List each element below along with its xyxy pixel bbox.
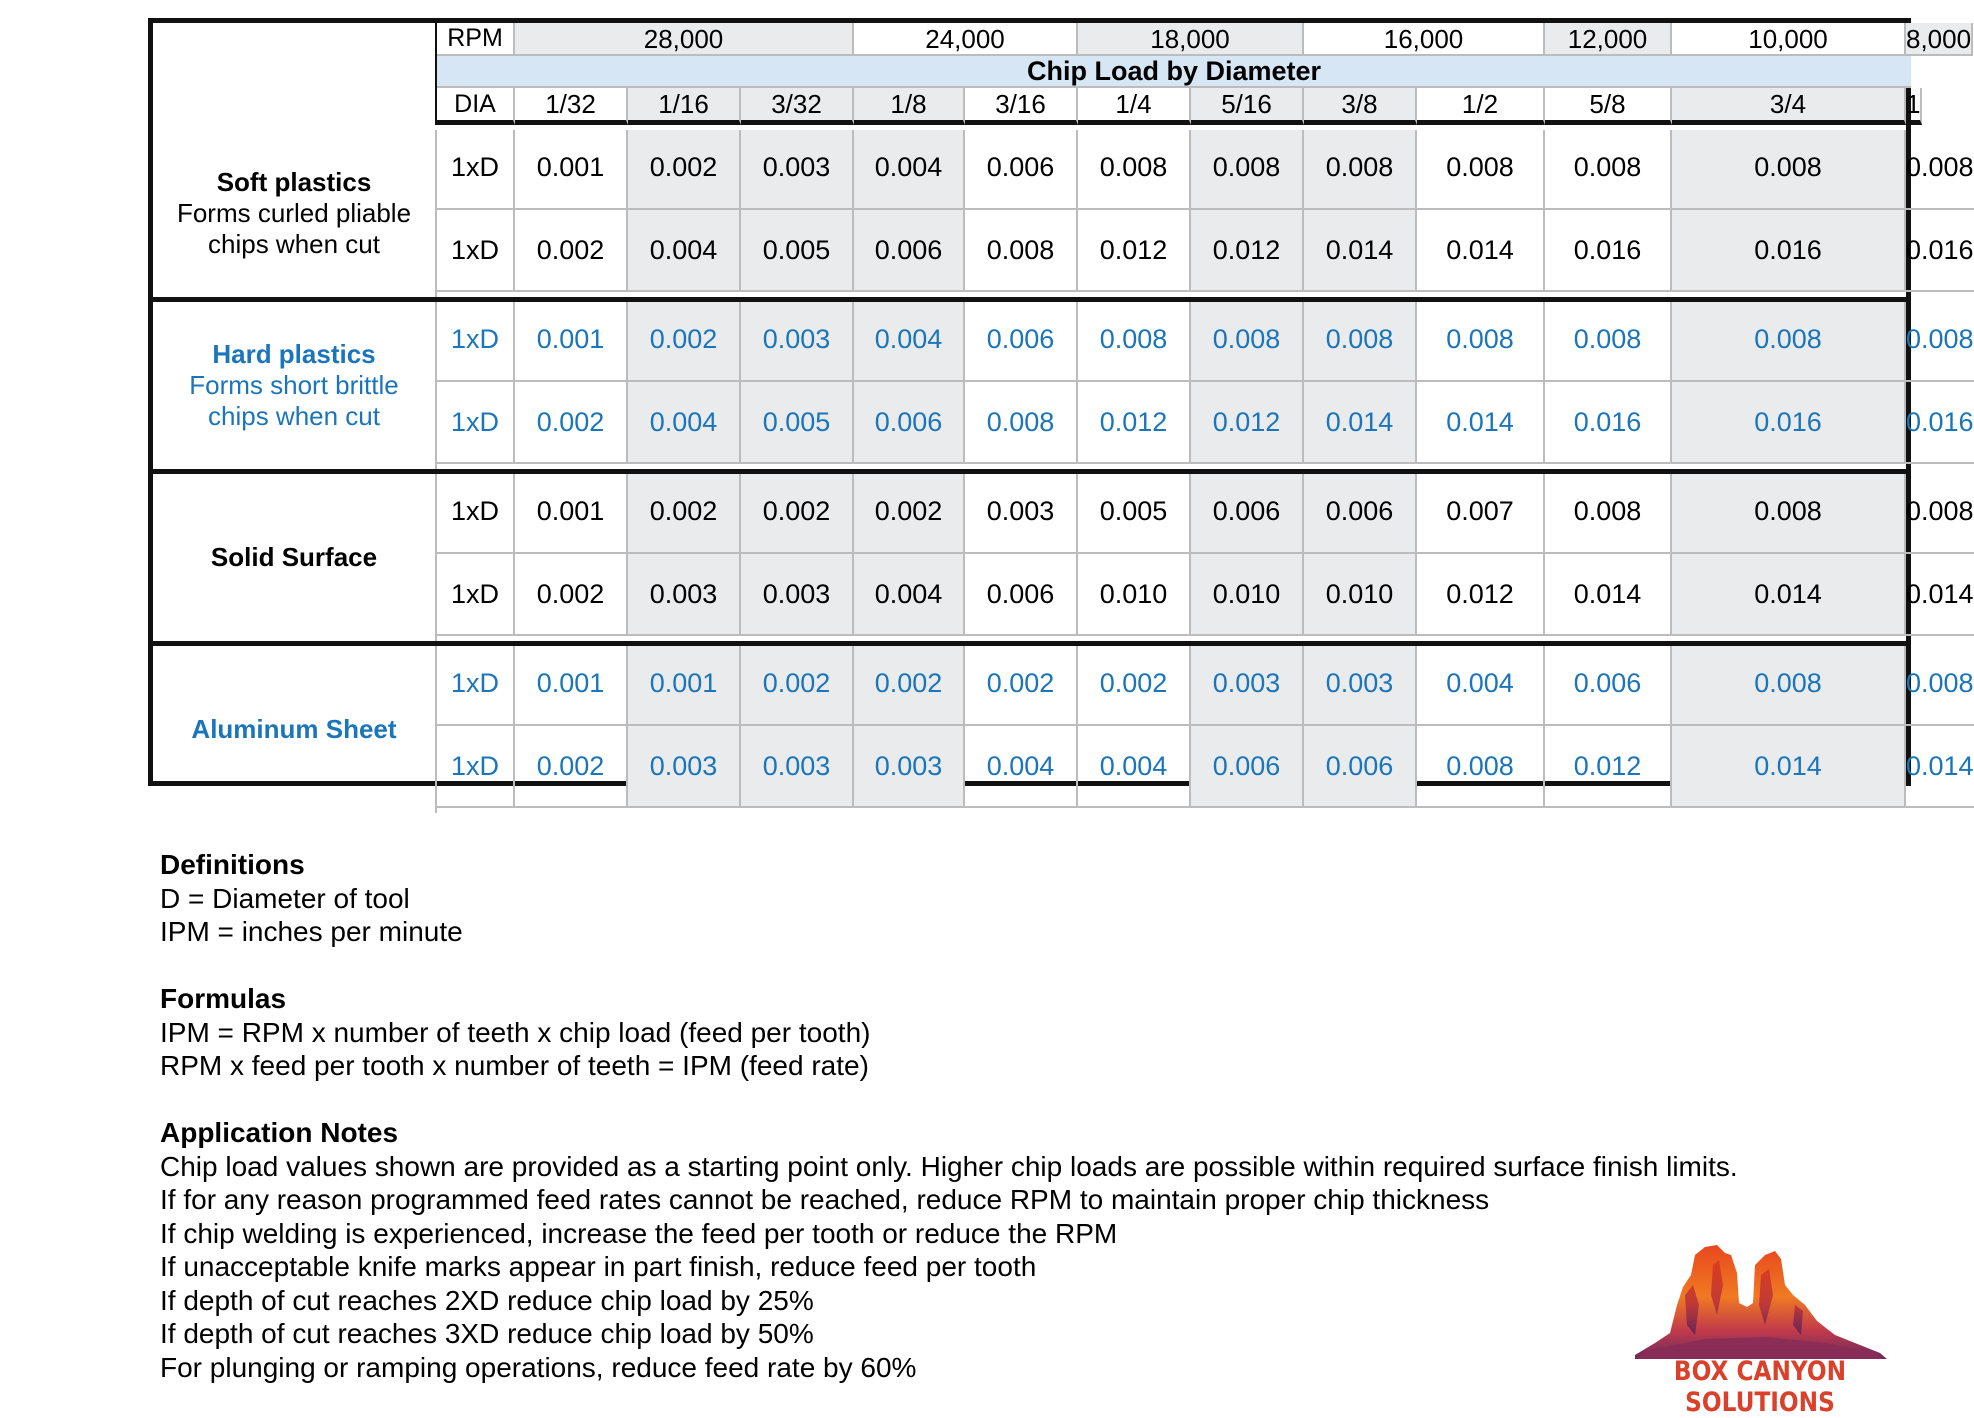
chip-load-value: 0.016 bbox=[1545, 382, 1672, 464]
chip-load-value: 0.008 bbox=[1672, 302, 1906, 382]
diameter-header: 1/4 bbox=[1078, 88, 1191, 125]
rpm-group-2: 18,000 bbox=[1078, 23, 1304, 56]
chip-load-value: 0.005 bbox=[741, 382, 854, 464]
rpm-group-3: 16,000 bbox=[1304, 23, 1545, 56]
chip-load-value: 0.014 bbox=[1672, 726, 1906, 808]
material-subtitle: Forms short brittle bbox=[189, 370, 399, 400]
chip-load-value: 0.006 bbox=[965, 130, 1078, 210]
rpm-group-4: 12,000 bbox=[1545, 23, 1672, 56]
application-note: For plunging or ramping operations, reduce feed rate by 60% bbox=[160, 1351, 917, 1383]
rpm-label: RPM bbox=[437, 23, 515, 56]
chip-load-value: 0.010 bbox=[1304, 554, 1417, 636]
chip-load-value: 0.002 bbox=[854, 474, 965, 554]
formulas-heading: Formulas bbox=[160, 983, 287, 1014]
diameter-header: 5/8 bbox=[1545, 88, 1672, 125]
application-notes-heading: Application Notes bbox=[160, 1117, 399, 1148]
definition-line: IPM = inches per minute bbox=[160, 916, 463, 947]
chip-load-value: 0.012 bbox=[1417, 554, 1545, 636]
diameter-header: 1/8 bbox=[854, 88, 965, 125]
chip-load-value: 0.012 bbox=[1191, 210, 1304, 292]
chip-load-value: 0.006 bbox=[965, 554, 1078, 636]
chip-load-value: 0.008 bbox=[1545, 474, 1672, 554]
chip-load-value: 0.006 bbox=[1545, 646, 1672, 726]
chip-load-value: 0.008 bbox=[1417, 130, 1545, 210]
chip-load-value: 0.006 bbox=[1304, 726, 1417, 808]
chip-load-value: 0.004 bbox=[628, 210, 741, 292]
chip-load-value: 0.016 bbox=[1906, 210, 1974, 292]
chip-load-value: 0.006 bbox=[854, 382, 965, 464]
chip-load-value: 0.002 bbox=[741, 474, 854, 554]
chip-load-value: 0.004 bbox=[628, 382, 741, 464]
material-subtitle: Forms curled pliable bbox=[176, 198, 412, 228]
chip-load-value: 0.006 bbox=[854, 210, 965, 292]
rpm-group-0: 28,000 bbox=[515, 23, 854, 56]
depth-cell: 1xD bbox=[437, 474, 515, 554]
material-label bbox=[153, 646, 437, 813]
chip-load-value: 0.008 bbox=[1078, 130, 1191, 210]
chip-load-band-title: Chip Load by Diameter bbox=[437, 56, 1911, 88]
chip-load-value: 0.008 bbox=[1078, 302, 1191, 382]
diameter-header: 3/16 bbox=[965, 88, 1078, 125]
company-name: BOX CANYON SOLUTIONS bbox=[1673, 1356, 1847, 1418]
chip-load-value: 0.016 bbox=[1672, 210, 1906, 292]
chip-load-value: 0.008 bbox=[1191, 302, 1304, 382]
chip-load-value: 0.002 bbox=[1078, 646, 1191, 726]
chip-load-value: 0.012 bbox=[1545, 726, 1672, 808]
material-title: Soft plastics bbox=[216, 167, 372, 197]
chip-load-value: 0.014 bbox=[1417, 382, 1545, 464]
chip-load-value: 0.003 bbox=[741, 726, 854, 808]
diameter-header: 3/4 bbox=[1672, 88, 1906, 125]
chip-load-value: 0.008 bbox=[1191, 130, 1304, 210]
chip-load-value: 0.002 bbox=[854, 646, 965, 726]
chip-load-value: 0.002 bbox=[515, 382, 628, 464]
diameter-header: 3/32 bbox=[741, 88, 854, 125]
chip-load-value: 0.002 bbox=[515, 726, 628, 808]
chip-load-value: 0.004 bbox=[854, 302, 965, 382]
application-note: If chip welding is experienced, increase the feed per tooth or reduce the RPM bbox=[160, 1217, 1118, 1249]
chip-load-value: 0.003 bbox=[741, 130, 854, 210]
material-title: Solid Surface bbox=[210, 542, 378, 572]
depth-cell: 1xD bbox=[437, 646, 515, 726]
chip-load-value: 0.003 bbox=[741, 554, 854, 636]
chip-load-value: 0.014 bbox=[1545, 554, 1672, 636]
chip-load-value: 0.001 bbox=[515, 130, 628, 210]
material-label bbox=[153, 130, 437, 297]
chip-load-value: 0.003 bbox=[628, 726, 741, 808]
chip-load-value: 0.008 bbox=[965, 210, 1078, 292]
header-blank bbox=[153, 23, 437, 125]
chip-load-value: 0.002 bbox=[965, 646, 1078, 726]
chip-load-value: 0.008 bbox=[1304, 302, 1417, 382]
chip-load-value: 0.003 bbox=[854, 726, 965, 808]
chip-load-value: 0.008 bbox=[1906, 474, 1974, 554]
chip-load-value: 0.004 bbox=[854, 130, 965, 210]
rpm-group-5: 10,000 bbox=[1672, 23, 1906, 56]
material-label bbox=[153, 302, 437, 469]
chip-load-value: 0.005 bbox=[1078, 474, 1191, 554]
chip-load-value: 0.008 bbox=[965, 382, 1078, 464]
chip-load-value: 0.006 bbox=[965, 302, 1078, 382]
chip-load-value: 0.003 bbox=[1304, 646, 1417, 726]
application-note: Chip load values shown are provided as a starting point only. Higher chip loads are possible within required surface finish limits. bbox=[160, 1150, 1738, 1182]
chip-load-value: 0.001 bbox=[515, 474, 628, 554]
chip-load-value: 0.001 bbox=[515, 646, 628, 726]
chip-load-value: 0.004 bbox=[854, 554, 965, 636]
chip-load-value: 0.002 bbox=[515, 210, 628, 292]
chip-load-value: 0.012 bbox=[1078, 382, 1191, 464]
material-title: Aluminum Sheet bbox=[191, 714, 397, 744]
chip-load-value: 0.004 bbox=[1078, 726, 1191, 808]
notes-section bbox=[160, 848, 1740, 1384]
chip-load-value: 0.005 bbox=[741, 210, 854, 292]
chip-load-value: 0.010 bbox=[1078, 554, 1191, 636]
depth-cell: 1xD bbox=[437, 554, 515, 636]
chip-load-value: 0.010 bbox=[1191, 554, 1304, 636]
chip-load-value: 0.014 bbox=[1906, 554, 1974, 636]
chip-load-value: 0.008 bbox=[1545, 302, 1672, 382]
material-subtitle: chips when cut bbox=[208, 401, 380, 431]
application-note: If depth of cut reaches 2XD reduce chip load by 25% bbox=[160, 1284, 814, 1316]
application-note: If unacceptable knife marks appear in part finish, reduce feed per tooth bbox=[160, 1251, 1037, 1282]
chip-load-value: 0.008 bbox=[1906, 646, 1974, 726]
chip-load-value: 0.008 bbox=[1304, 130, 1417, 210]
depth-cell: 1xD bbox=[437, 130, 515, 210]
chip-load-value: 0.002 bbox=[628, 302, 741, 382]
depth-cell: 1xD bbox=[437, 726, 515, 808]
chip-load-value: 0.004 bbox=[1417, 646, 1545, 726]
chip-load-value: 0.002 bbox=[741, 646, 854, 726]
chip-load-value: 0.014 bbox=[1304, 210, 1417, 292]
chip-load-value: 0.002 bbox=[628, 130, 741, 210]
chip-load-value: 0.008 bbox=[1672, 130, 1906, 210]
chip-load-value: 0.008 bbox=[1906, 302, 1974, 382]
depth-cell: 1xD bbox=[437, 210, 515, 292]
chip-load-value: 0.012 bbox=[1078, 210, 1191, 292]
definition-line: D = Diameter of tool bbox=[160, 882, 410, 914]
diameter-header: 1/16 bbox=[628, 88, 741, 125]
diameter-header: 3/8 bbox=[1304, 88, 1417, 125]
chip-load-value: 0.016 bbox=[1545, 210, 1672, 292]
definitions-heading: Definitions bbox=[160, 849, 305, 880]
material-subtitle: chips when cut bbox=[208, 229, 380, 259]
rpm-group-1: 24,000 bbox=[854, 23, 1078, 56]
material-title: Hard plastics bbox=[212, 339, 376, 369]
chip-load-value: 0.001 bbox=[515, 302, 628, 382]
diameter-header: 1/2 bbox=[1417, 88, 1545, 125]
chip-load-value: 0.008 bbox=[1545, 130, 1672, 210]
depth-cell: 1xD bbox=[437, 382, 515, 464]
chip-load-value: 0.016 bbox=[1672, 382, 1906, 464]
chip-load-value: 0.006 bbox=[1191, 474, 1304, 554]
chip-load-value: 0.004 bbox=[965, 726, 1078, 808]
chip-load-table bbox=[148, 18, 1974, 786]
chip-load-value: 0.008 bbox=[1672, 474, 1906, 554]
chip-load-value: 0.006 bbox=[1304, 474, 1417, 554]
chip-load-value: 0.014 bbox=[1672, 554, 1906, 636]
depth-cell: 1xD bbox=[437, 302, 515, 382]
chip-load-value: 0.003 bbox=[1191, 646, 1304, 726]
rpm-group-6: 8,000 bbox=[1906, 23, 1973, 56]
chip-load-value: 0.016 bbox=[1906, 382, 1974, 464]
diameter-header: 5/16 bbox=[1191, 88, 1304, 125]
chip-load-value: 0.007 bbox=[1417, 474, 1545, 554]
application-note: If for any reason programmed feed rates cannot be reached, reduce RPM to maintain proper chip thickness bbox=[160, 1184, 1490, 1215]
chip-load-value: 0.008 bbox=[1417, 302, 1545, 382]
chip-load-value: 0.014 bbox=[1417, 210, 1545, 292]
chip-load-value: 0.003 bbox=[965, 474, 1078, 554]
formula-line: RPM x feed per tooth x number of teeth = IPM (feed rate) bbox=[160, 1050, 869, 1081]
material-label bbox=[153, 474, 437, 641]
chip-load-value: 0.003 bbox=[741, 302, 854, 382]
application-note: If depth of cut reaches 3XD reduce chip load by 50% bbox=[160, 1318, 814, 1349]
chip-load-value: 0.006 bbox=[1191, 726, 1304, 808]
chip-load-value: 0.001 bbox=[628, 646, 741, 726]
chip-load-value: 0.012 bbox=[1191, 382, 1304, 464]
dia-label: DIA bbox=[437, 88, 515, 125]
chip-load-value: 0.014 bbox=[1304, 382, 1417, 464]
formula-line: IPM = RPM x number of teeth x chip load (feed per tooth) bbox=[160, 1016, 871, 1048]
chip-load-value: 0.002 bbox=[628, 474, 741, 554]
chip-load-value: 0.008 bbox=[1906, 130, 1974, 210]
diameter-header: 1/32 bbox=[515, 88, 628, 125]
chip-load-value: 0.003 bbox=[628, 554, 741, 636]
chip-load-value: 0.014 bbox=[1906, 726, 1974, 808]
chip-load-value: 0.002 bbox=[515, 554, 628, 636]
diameter-header: 1 bbox=[1906, 88, 1922, 125]
chip-load-value: 0.008 bbox=[1672, 646, 1906, 726]
chip-load-value: 0.008 bbox=[1417, 726, 1545, 808]
